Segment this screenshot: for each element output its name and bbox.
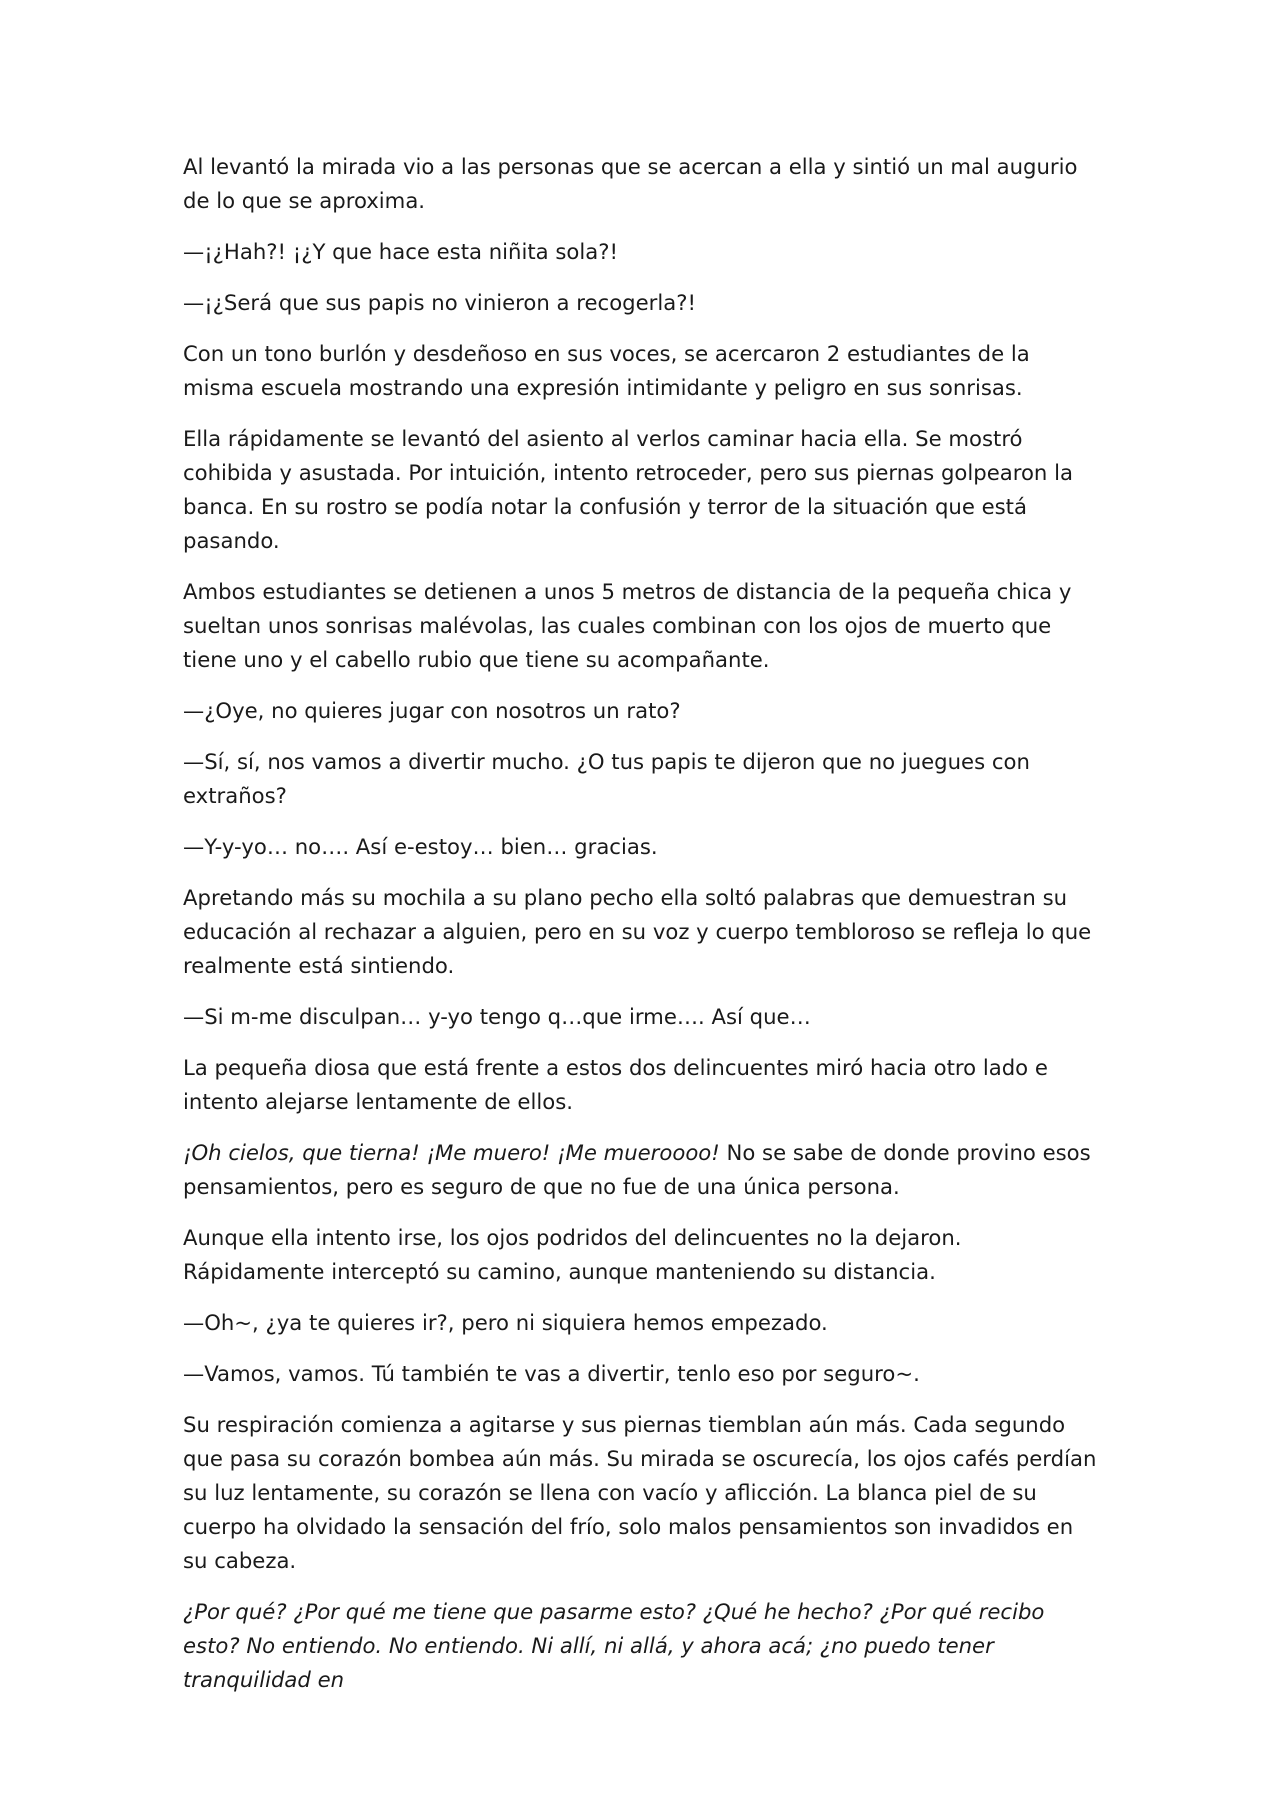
paragraph-5: Apretando más su mochila a su plano pecho ella soltó palabras que demuestran su educación al rechazar a alguien, pero en su voz y cuerpo tembloroso se refleja lo que realmente está sintiendo. [183,885,1092,978]
thought-italic-text: ¡Oh cielos, que tierna! ¡Me muero! ¡Me mueroooo! [183,1140,720,1165]
dialogue-line-2: —¡¿Será que sus papis no vinieron a recogerla?! [183,290,696,315]
paragraph-final-italic [183,1595,1102,1697]
paragraph-thoughts [183,1136,1102,1204]
paragraph-8: Su respiración comienza a agitarse y sus piernas tiemblan aún más. Cada segundo que pasa su corazón bombea aún más. Su mirada se oscurecía, los ojos cafés perdían su luz lentamente, su corazón se llena con vacío y aflicción. La blanca piel de su cuerpo ha olvidado la sensación del frío, solo malos pensamientos son invadidos en su cabeza. [183,1412,1097,1573]
dialogue-line-6: —Si m-me disculpan… y-yo tengo q…que irme…. Así que… [183,1004,811,1029]
paragraph-3: Ella rápidamente se levantó del asiento al verlos caminar hacia ella. Se mostró cohibida y asustada. Por intuición, intento retroceder, pero sus piernas golpearon la banca. En su rostro se podía notar la confusión y terror de la situación que está pasando. [183,426,1073,553]
dialogue-line-3: —¿Oye, no quieres jugar con nosotros un rato? [183,698,681,723]
dialogue-line-7: —Oh~, ¿ya te quieres ir?, pero ni siquiera hemos empezado. [183,1310,828,1335]
dialogue-line-1: —¡¿Hah?! ¡¿Y que hace esta niñita sola?! [183,239,619,264]
paragraph-4: Ambos estudiantes se detienen a unos 5 metros de distancia de la pequeña chica y sueltan unos sonrisas malévolas, las cuales combinan con los ojos de muerto que tiene uno y el cabello rubio que tiene su acompañante. [183,579,1072,672]
paragraph-2: Con un tono burlón y desdeñoso en sus voces, se acercaron 2 estudiantes de la misma escuela mostrando una expresión intimidante y peligro en sus sonrisas. [183,341,1030,400]
thought-normal-text: No se sabe de donde provino esos pensamientos, pero es seguro de que no fue de una única persona. [183,1140,1091,1199]
final-italic-text: ¿Por qué? ¿Por qué me tiene que pasarme esto? ¿Qué he hecho? ¿Por qué recibo esto? No entiendo. No entiendo. Ni allí, ni allá, y ahora acá; ¿no puedo tener tranquilidad en [183,1599,1045,1692]
dialogue-line-5: —Y-y-yo… no…. Así e-estoy… bien… gracias. [183,834,658,859]
paragraph-7: Aunque ella intento irse, los ojos podridos del delincuentes no la dejaron. Rápidamente interceptó su camino, aunque manteniendo su distancia. [183,1225,962,1284]
paragraph-1: Al levantó la mirada vio a las personas que se acercan a ella y sintió un mal augurio de lo que se aproxima. [183,154,1078,213]
dialogue-line-4: —Sí, sí, nos vamos a divertir mucho. ¿O tus papis te dijeron que no juegues con extraños? [183,749,1030,808]
dialogue-line-8: —Vamos, vamos. Tú también te vas a divertir, tenlo eso por seguro~. [183,1361,920,1386]
paragraph-6: La pequeña diosa que está frente a estos dos delincuentes miró hacia otro lado e intento alejarse lentamente de ellos. [183,1055,1048,1114]
